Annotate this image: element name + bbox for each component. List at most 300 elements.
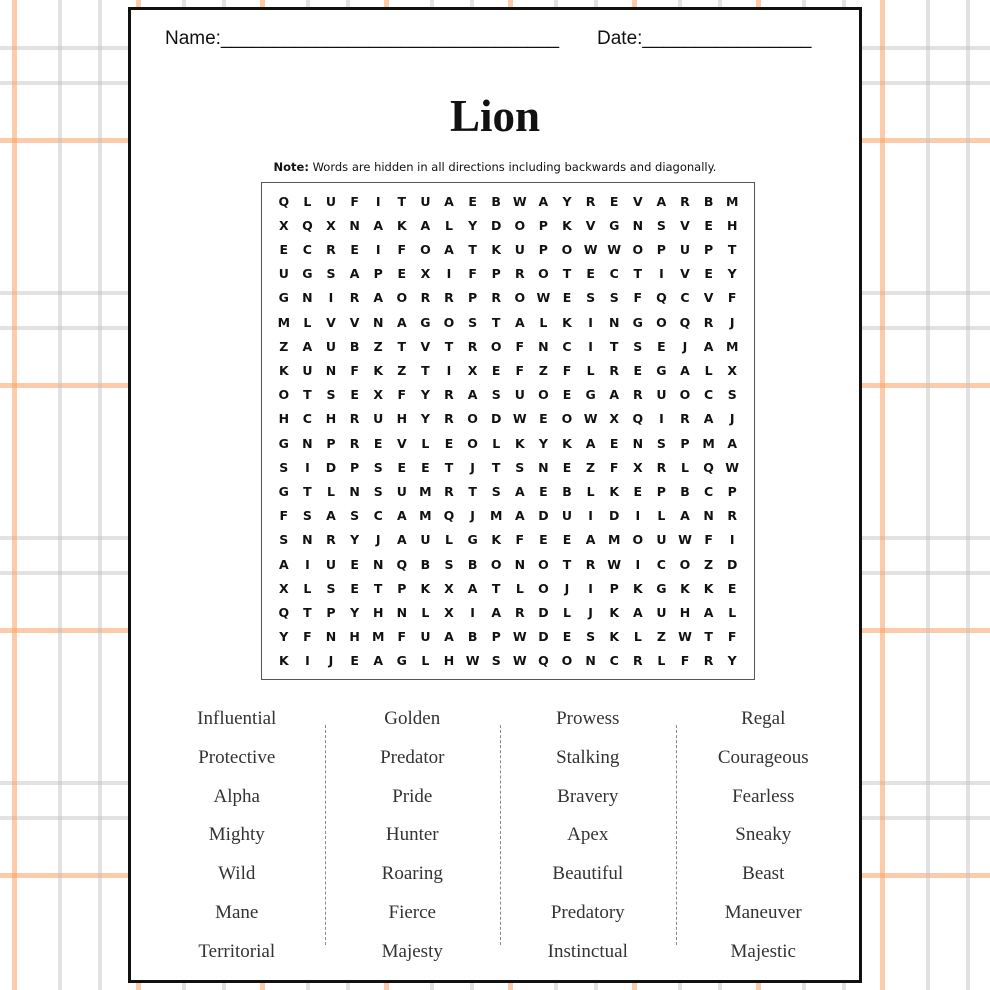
grid-letter[interactable]: Z [279,338,289,354]
grid-letter[interactable]: Y [279,629,289,645]
grid-letter[interactable]: O [632,532,644,548]
grid-letter[interactable]: I [305,459,310,475]
grid-letter[interactable]: R [326,241,336,257]
grid-letter[interactable]: X [420,266,431,282]
grid-letter[interactable]: E [350,556,359,572]
grid-letter[interactable]: M [419,483,432,499]
grid-letter[interactable]: Z [538,362,548,378]
grid-letter[interactable]: O [443,314,455,330]
grid-letter[interactable]: R [326,532,336,548]
grid-letter[interactable]: J [729,314,735,330]
grid-letter[interactable]: O [561,241,573,257]
grid-letter[interactable]: X [326,217,336,233]
grid-letter[interactable]: U [325,193,337,209]
grid-letter[interactable]: F [279,508,289,524]
grid-letter[interactable]: S [373,483,383,499]
grid-letter[interactable]: A [538,193,549,209]
grid-letter[interactable]: A [373,653,384,669]
grid-letter[interactable]: G [656,580,667,596]
grid-letter[interactable]: S [491,483,501,499]
grid-letter[interactable]: O [561,653,573,669]
grid-letter[interactable]: M [725,338,739,354]
grid-letter[interactable]: E [350,241,359,257]
grid-letter[interactable]: O [538,556,549,572]
grid-letter[interactable]: L [445,217,453,233]
grid-letter[interactable]: A [703,338,714,354]
grid-letter[interactable]: L [303,580,312,596]
grid-letter[interactable]: L [633,629,642,645]
grid-letter[interactable]: N [302,435,313,451]
grid-letter[interactable]: M [725,193,739,209]
grid-letter[interactable]: N [538,459,549,475]
grid-letter[interactable]: L [327,483,335,499]
grid-letter[interactable]: U [325,556,337,572]
grid-letter[interactable]: T [562,266,572,282]
grid-letter[interactable]: Y [727,653,737,669]
grid-letter[interactable]: Q [278,193,290,209]
name-field[interactable]: Name:________________________________ [165,28,560,49]
grid-letter[interactable]: T [704,629,713,645]
grid-letter[interactable]: O [679,556,691,572]
grid-letter[interactable]: C [373,508,383,524]
grid-letter[interactable]: F [350,193,359,209]
grid-letter[interactable]: U [561,508,573,524]
grid-letter[interactable]: E [633,483,643,499]
grid-letter[interactable]: Y [562,193,572,209]
grid-letter[interactable]: C [680,290,690,306]
grid-letter[interactable]: O [514,217,526,233]
grid-letter[interactable]: P [373,266,383,282]
grid-letter[interactable]: S [326,387,336,403]
grid-letter[interactable]: S [656,217,666,233]
grid-letter[interactable]: L [586,362,595,378]
grid-letter[interactable]: J [328,653,334,669]
grid-letter[interactable]: W [725,459,740,475]
grid-letter[interactable]: P [538,241,548,257]
grid-letter[interactable]: G [278,435,289,451]
grid-letter[interactable]: I [635,556,641,572]
grid-letter[interactable]: R [349,290,360,306]
grid-letter[interactable]: W [583,241,598,257]
grid-letter[interactable]: H [396,411,408,427]
grid-letter[interactable]: F [727,629,737,645]
grid-letter[interactable]: U [656,604,667,620]
grid-letter[interactable]: E [562,387,572,403]
grid-letter[interactable]: N [372,314,384,330]
grid-letter[interactable]: L [657,508,666,524]
grid-letter[interactable]: V [420,338,431,354]
grid-letter[interactable]: D [538,629,549,645]
grid-letter[interactable]: P [727,483,737,499]
grid-letter[interactable]: W [536,290,551,306]
grid-letter[interactable]: A [444,193,454,209]
grid-letter[interactable]: E [491,362,501,378]
grid-letter[interactable]: N [608,314,620,330]
grid-letter[interactable]: W [678,532,692,548]
grid-letter[interactable]: E [562,290,572,306]
grid-letter[interactable]: O [514,290,526,306]
grid-letter[interactable]: O [561,411,573,427]
grid-letter[interactable]: T [491,314,501,330]
grid-letter[interactable]: P [350,459,360,475]
grid-letter[interactable]: R [467,338,478,354]
grid-letter[interactable]: R [632,653,643,669]
grid-letter[interactable]: S [279,532,289,548]
grid-letter[interactable]: P [397,580,407,596]
grid-letter[interactable]: S [515,459,525,475]
grid-letter[interactable]: H [726,217,738,233]
grid-letter[interactable]: W [512,629,527,645]
grid-letter[interactable]: P [656,241,666,257]
grid-letter[interactable]: I [328,290,334,306]
grid-letter[interactable]: J [564,580,570,596]
grid-letter[interactable]: V [632,193,643,209]
grid-letter[interactable]: R [585,556,596,572]
grid-letter[interactable]: X [444,604,454,620]
grid-letter[interactable]: L [303,193,312,209]
grid-letter[interactable]: H [278,411,290,427]
grid-letter[interactable]: C [704,387,714,403]
grid-letter[interactable]: O [278,387,290,403]
grid-letter[interactable]: A [396,314,407,330]
grid-letter[interactable]: N [349,483,360,499]
grid-letter[interactable]: S [633,338,643,354]
grid-letter[interactable]: A [609,387,620,403]
grid-letter[interactable]: O [538,266,549,282]
grid-letter[interactable]: E [704,217,713,233]
grid-letter[interactable]: L [421,653,430,669]
grid-letter[interactable]: W [512,653,527,669]
grid-letter[interactable]: E [421,459,430,475]
grid-letter[interactable]: I [635,508,641,524]
grid-letter[interactable]: K [632,580,643,596]
grid-letter[interactable]: F [704,532,713,548]
grid-letter[interactable]: I [659,266,664,282]
grid-letter[interactable]: T [421,362,430,378]
grid-letter[interactable]: K [396,217,407,233]
grid-letter[interactable]: E [444,435,454,451]
grid-letter[interactable]: D [491,217,502,233]
grid-letter[interactable]: K [680,580,690,596]
grid-letter[interactable]: Y [727,266,737,282]
grid-letter[interactable]: R [656,459,667,475]
grid-letter[interactable]: U [514,387,525,403]
grid-letter[interactable]: R [514,266,525,282]
grid-letter[interactable]: B [562,483,572,499]
grid-letter[interactable]: P [326,604,336,620]
grid-letter[interactable]: A [396,532,407,548]
grid-letter[interactable]: T [491,580,501,596]
grid-letter[interactable]: B [680,483,690,499]
grid-letter[interactable]: H [349,629,360,645]
grid-letter[interactable]: V [326,314,336,330]
grid-letter[interactable]: F [562,362,572,378]
grid-letter[interactable]: E [704,266,713,282]
grid-letter[interactable]: H [679,604,691,620]
grid-letter[interactable]: V [703,290,714,306]
grid-letter[interactable]: E [727,580,737,596]
grid-letter[interactable]: K [609,483,620,499]
grid-letter[interactable]: X [727,362,738,378]
grid-letter[interactable]: N [396,604,408,620]
grid-letter[interactable]: R [444,411,454,427]
grid-letter[interactable]: K [514,435,525,451]
grid-letter[interactable]: K [703,580,714,596]
grid-letter[interactable]: B [703,193,714,209]
grid-letter[interactable]: C [656,556,666,572]
grid-letter[interactable]: U [420,532,431,548]
grid-letter[interactable]: D [325,459,337,475]
grid-letter[interactable]: N [632,217,644,233]
grid-letter[interactable]: R [703,314,714,330]
grid-letter[interactable]: N [514,556,526,572]
grid-letter[interactable]: A [727,435,738,451]
grid-letter[interactable]: I [588,338,593,354]
grid-letter[interactable]: E [609,435,619,451]
grid-letter[interactable]: Z [586,459,596,475]
grid-letter[interactable]: A [585,435,596,451]
grid-letter[interactable]: A [467,580,478,596]
grid-letter[interactable]: K [278,362,289,378]
grid-letter[interactable]: F [397,241,407,257]
grid-letter[interactable]: E [539,483,548,499]
grid-letter[interactable]: I [305,556,310,572]
grid-letter[interactable]: V [396,435,407,451]
grid-letter[interactable]: S [727,387,737,403]
grid-letter[interactable]: T [468,241,477,257]
grid-letter[interactable]: N [302,290,313,306]
grid-letter[interactable]: U [278,266,289,282]
grid-letter[interactable]: Z [397,362,407,378]
grid-letter[interactable]: R [632,387,643,403]
grid-letter[interactable]: O [467,411,478,427]
grid-letter[interactable]: J [682,338,688,354]
grid-letter[interactable]: F [515,362,525,378]
grid-letter[interactable]: A [444,241,454,257]
grid-letter[interactable]: A [703,604,714,620]
grid-letter[interactable]: J [588,604,593,620]
grid-letter[interactable]: K [373,362,384,378]
grid-letter[interactable]: W [678,629,692,645]
grid-letter[interactable]: L [421,435,430,451]
grid-letter[interactable]: X [278,217,289,233]
grid-letter[interactable]: E [562,532,572,548]
grid-letter[interactable]: Y [350,604,360,620]
grid-letter[interactable]: I [375,193,381,209]
grid-letter[interactable]: L [681,459,689,475]
grid-letter[interactable]: M [607,532,621,548]
grid-letter[interactable]: S [586,290,596,306]
grid-letter[interactable]: E [539,532,548,548]
grid-letter[interactable]: U [514,241,525,257]
grid-letter[interactable]: P [704,241,714,257]
date-field[interactable]: Date:________________ [597,28,812,49]
grid-letter[interactable]: S [609,290,619,306]
grid-letter[interactable]: P [468,290,478,306]
grid-letter[interactable]: R [680,193,690,209]
grid-letter[interactable]: E [539,411,548,427]
grid-letter[interactable]: N [302,532,313,548]
grid-letter[interactable]: V [680,266,690,282]
grid-letter[interactable]: N [325,362,337,378]
grid-letter[interactable]: U [420,629,431,645]
grid-letter[interactable]: Q [278,604,290,620]
grid-letter[interactable]: E [562,459,572,475]
grid-letter[interactable]: B [420,556,431,572]
grid-letter[interactable]: Q [538,653,549,669]
grid-letter[interactable]: A [491,604,502,620]
grid-letter[interactable]: R [680,411,690,427]
grid-letter[interactable]: W [465,653,480,669]
grid-letter[interactable]: O [467,435,478,451]
grid-letter[interactable]: S [491,653,501,669]
grid-letter[interactable]: C [609,266,619,282]
grid-letter[interactable]: L [539,314,548,330]
grid-letter[interactable]: X [444,580,454,596]
grid-letter[interactable]: R [727,508,738,524]
grid-letter[interactable]: F [680,653,690,669]
grid-letter[interactable]: G [467,532,478,548]
grid-letter[interactable]: D [609,508,620,524]
grid-letter[interactable]: L [445,532,453,548]
grid-letter[interactable]: H [325,411,337,427]
grid-letter[interactable]: A [420,217,431,233]
grid-letter[interactable]: W [607,556,622,572]
grid-letter[interactable]: H [443,653,455,669]
grid-letter[interactable]: I [588,508,593,524]
grid-letter[interactable]: M [419,508,432,524]
grid-letter[interactable]: F [397,629,407,645]
grid-letter[interactable]: S [279,459,289,475]
grid-letter[interactable]: U [656,532,667,548]
grid-letter[interactable]: S [326,266,336,282]
grid-letter[interactable]: I [729,532,735,548]
grid-letter[interactable]: I [470,604,475,620]
grid-letter[interactable]: P [680,435,690,451]
grid-letter[interactable]: I [659,411,664,427]
grid-letter[interactable]: J [375,532,381,548]
grid-letter[interactable]: I [446,266,452,282]
grid-letter[interactable]: A [703,411,714,427]
grid-letter[interactable]: G [632,314,643,330]
grid-letter[interactable]: O [396,290,408,306]
grid-letter[interactable]: J [470,508,475,524]
grid-letter[interactable]: R [585,193,596,209]
grid-letter[interactable]: E [468,193,477,209]
grid-letter[interactable]: T [303,483,312,499]
grid-letter[interactable]: X [467,362,478,378]
grid-letter[interactable]: R [444,387,454,403]
grid-letter[interactable]: R [349,411,360,427]
grid-letter[interactable]: M [489,508,503,524]
grid-letter[interactable]: V [349,314,360,330]
grid-letter[interactable]: B [467,629,478,645]
grid-letter[interactable]: I [588,314,593,330]
grid-letter[interactable]: S [656,435,666,451]
grid-letter[interactable]: C [302,411,312,427]
grid-letter[interactable]: L [303,314,312,330]
grid-letter[interactable]: A [680,508,690,524]
grid-letter[interactable]: Z [704,556,714,572]
grid-letter[interactable]: O [679,387,691,403]
grid-letter[interactable]: R [703,653,714,669]
grid-letter[interactable]: A [632,604,643,620]
grid-letter[interactable]: W [607,241,622,257]
grid-letter[interactable]: L [515,580,524,596]
grid-letter[interactable]: A [326,508,336,524]
grid-letter[interactable]: L [421,604,430,620]
grid-letter[interactable]: K [491,532,502,548]
grid-letter[interactable]: N [632,435,644,451]
grid-letter[interactable]: A [467,387,478,403]
grid-letter[interactable]: T [444,459,454,475]
grid-letter[interactable]: K [609,604,620,620]
grid-letter[interactable]: S [491,387,501,403]
grid-letter[interactable]: L [728,604,737,620]
grid-letter[interactable]: K [562,435,572,451]
grid-letter[interactable]: A [514,508,525,524]
grid-letter[interactable]: A [278,556,289,572]
grid-letter[interactable]: N [538,338,549,354]
grid-letter[interactable]: G [396,653,407,669]
grid-letter[interactable]: F [468,266,477,282]
grid-letter[interactable]: Q [656,290,667,306]
grid-letter[interactable]: G [585,387,596,403]
grid-letter[interactable]: T [303,387,312,403]
grid-letter[interactable]: E [350,653,359,669]
grid-letter[interactable]: U [656,387,667,403]
grid-letter[interactable]: T [562,556,572,572]
grid-letter[interactable]: E [373,435,383,451]
grid-letter[interactable]: A [396,508,407,524]
grid-letter[interactable]: U [373,411,384,427]
grid-letter[interactable]: N [703,508,714,524]
grid-letter[interactable]: P [326,435,336,451]
grid-letter[interactable]: E [397,459,407,475]
grid-letter[interactable]: Z [656,629,666,645]
grid-letter[interactable]: Y [420,387,430,403]
grid-letter[interactable]: L [704,362,713,378]
grid-letter[interactable]: K [491,241,502,257]
grid-letter[interactable]: S [302,508,312,524]
grid-letter[interactable]: E [397,266,407,282]
grid-letter[interactable]: E [279,241,289,257]
grid-letter[interactable]: L [492,435,501,451]
grid-letter[interactable]: B [467,556,478,572]
grid-letter[interactable]: Y [538,435,548,451]
grid-letter[interactable]: P [491,629,501,645]
grid-letter[interactable]: A [514,483,525,499]
grid-letter[interactable]: G [278,290,289,306]
grid-letter[interactable]: B [349,338,360,354]
grid-letter[interactable]: D [491,411,502,427]
grid-letter[interactable]: W [512,411,527,427]
grid-letter[interactable]: I [305,653,310,669]
grid-letter[interactable]: R [514,604,525,620]
grid-letter[interactable]: N [372,556,384,572]
grid-letter[interactable]: G [656,362,667,378]
grid-letter[interactable]: X [632,459,643,475]
grid-letter[interactable]: T [468,483,477,499]
grid-letter[interactable]: T [397,193,407,209]
grid-letter[interactable]: G [420,314,431,330]
grid-letter[interactable]: Y [468,217,478,233]
grid-letter[interactable]: U [420,193,431,209]
grid-letter[interactable]: K [278,653,289,669]
grid-letter[interactable]: C [704,483,714,499]
grid-letter[interactable]: T [444,338,454,354]
grid-letter[interactable]: R [444,483,454,499]
